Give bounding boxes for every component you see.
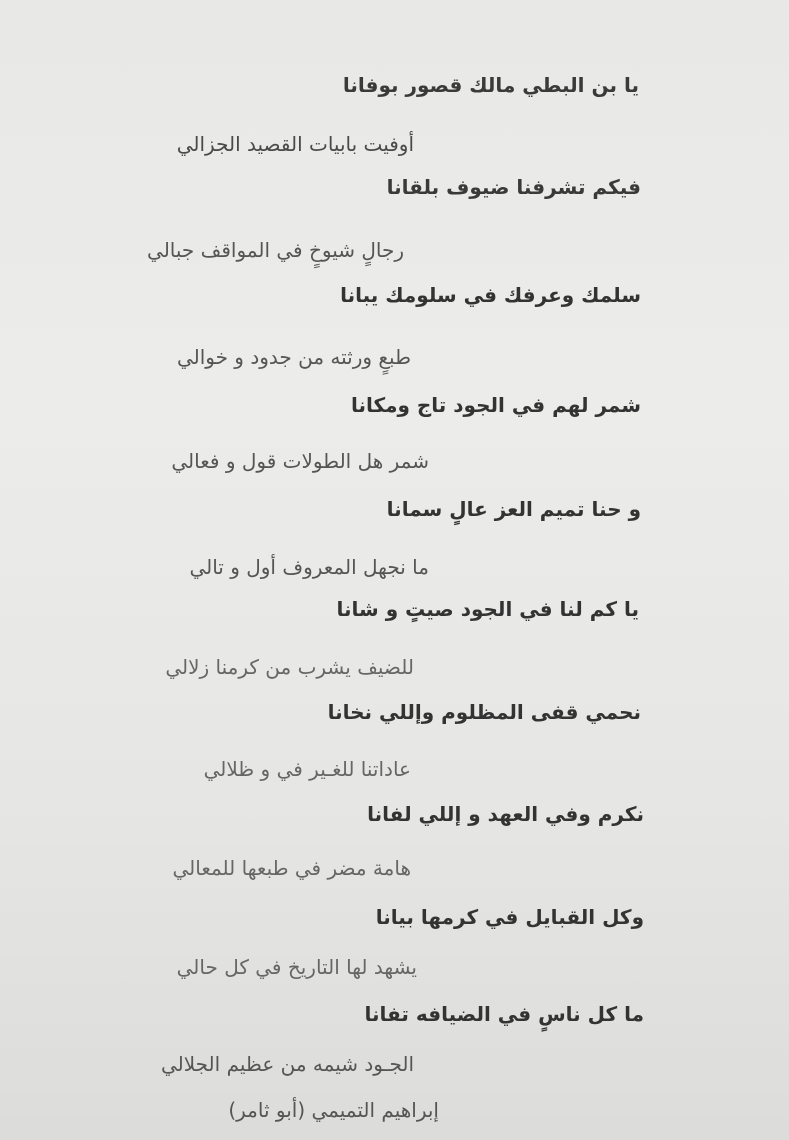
poem-line-13: نحمي قفى المظلوم وإللي نخانا bbox=[327, 700, 641, 724]
poem-line-9: و حنا تميم العز عالٍ سمانا bbox=[386, 497, 641, 521]
poem-line-1: يا بن البطي مالك قصور بوفانا bbox=[342, 73, 639, 97]
poem-line-19: ما كل ناسٍ في الضيافه تفانا bbox=[364, 1002, 644, 1026]
poem-line-2: أوفيت بابيات القصيد الجزالي bbox=[176, 132, 414, 156]
poem-line-20: الجـود شيمه من عظيم الجلالي bbox=[160, 1052, 414, 1076]
poem-line-4: رجالٍ شيوخٍ في المواقف جبالي bbox=[147, 238, 404, 262]
poem-line-11: يا كم لنا في الجود صيتٍ و شانا bbox=[336, 597, 639, 621]
poem-line-14: عاداتنا للغـير في و ظلالي bbox=[203, 757, 411, 781]
poem-line-15: نكرم وفي العهد و إللي لفانا bbox=[367, 802, 644, 826]
poem-line-12: للضيف يشرب من كرمنا زلالي bbox=[165, 655, 414, 679]
poem-line-3: فيكم تشرفنا ضيوف بلقانا bbox=[386, 175, 641, 199]
poem-line-18: يشهد لها التاريخ في كل حالي bbox=[176, 955, 417, 979]
poem-signature: إبراهيم التميمي (أبو ثامر) bbox=[228, 1098, 439, 1122]
poem-line-16: هامة مضر في طبعها للمعالي bbox=[172, 856, 411, 880]
poem-line-10: ما نجهل المعروف أول و تالي bbox=[189, 555, 429, 579]
poem-line-5: سلمك وعرفك في سلومك يبانا bbox=[340, 283, 641, 307]
poem-line-7: شمر لهم في الجود تاج ومكانا bbox=[350, 393, 641, 417]
poem-line-17: وكل القبايل في كرمها بيانا bbox=[375, 905, 644, 929]
poem-line-8: شمر هل الطولات قول و فعالي bbox=[171, 449, 429, 473]
poem-line-6: طبعٍ ورثته من جدود و خوالي bbox=[176, 345, 411, 369]
